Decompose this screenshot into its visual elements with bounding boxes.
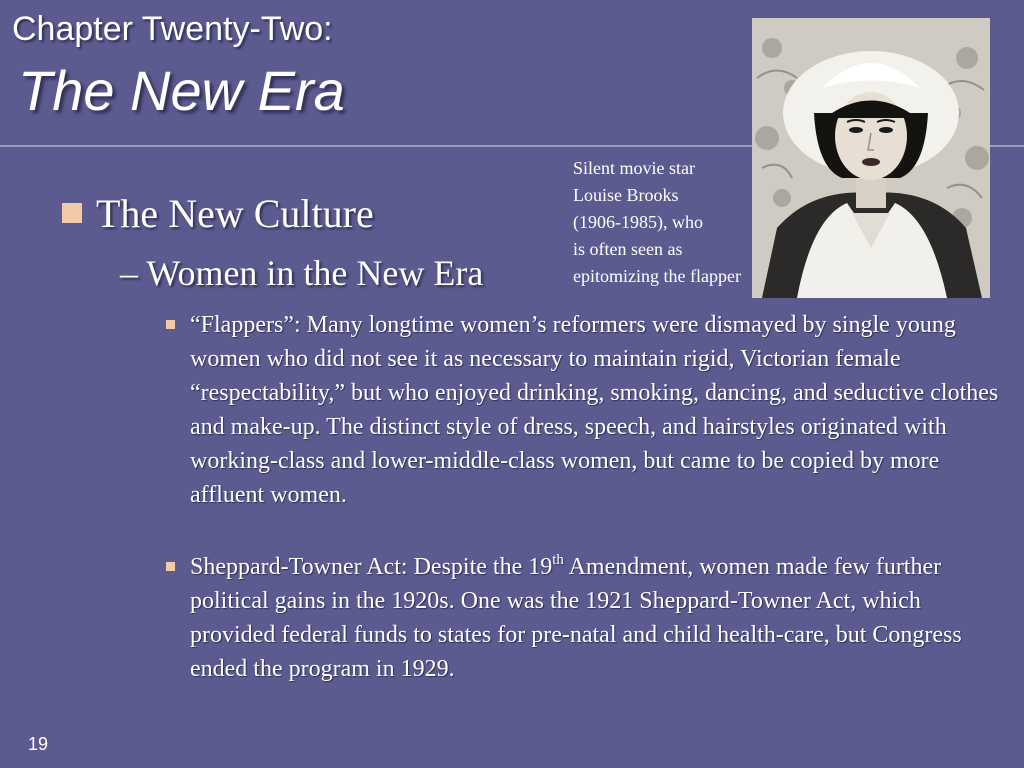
ordinal-superscript: th [552, 552, 564, 568]
small-square-bullet-icon [166, 562, 175, 571]
caption-line: epitomizing the flapper [573, 266, 741, 286]
sheppard-towner-text-start: Sheppard-Towner Act: Despite the 19 [190, 554, 553, 580]
slide-number: 19 [28, 734, 49, 754]
caption-line: Silent movie star [573, 158, 695, 178]
caption-line: Louise Brooks [573, 185, 679, 205]
era-heading: The New Era [18, 59, 345, 122]
small-square-bullet-icon [166, 320, 175, 329]
flappers-bullet [190, 308, 1000, 512]
square-bullet-icon [62, 203, 82, 223]
chapter-heading: Chapter Twenty-Two: [12, 10, 333, 48]
main-bullet [62, 190, 374, 237]
sub-bullet: – Women in the New Era [120, 253, 484, 293]
photo-caption [573, 155, 793, 290]
sheppard-towner-text-end: Amendment, women made few further political gains in the 1920s. One was the 1921 Sheppard-Towner Act, which provided federal funds to states for pre-natal and child health-care, but Congress ended the program in 1929. [190, 554, 962, 682]
sheppard-towner-bullet [190, 550, 1000, 686]
caption-line: (1906-1985), who [573, 212, 703, 232]
main-bullet-text: The New Culture [96, 191, 374, 236]
flappers-text: “Flappers”: Many longtime women’s reformers were dismayed by single young women who did not see it as necessary to maintain rigid, Victorian female “respectability,” but who enjoyed drinking, smoking, dancing, and seductive clothes and make-up. The distinct style of dress, speech, and hairstyles originated with working-class and lower-middle-class women, but came to be copied by more affluent women. [190, 312, 999, 508]
caption-line: is often seen as [573, 239, 683, 259]
